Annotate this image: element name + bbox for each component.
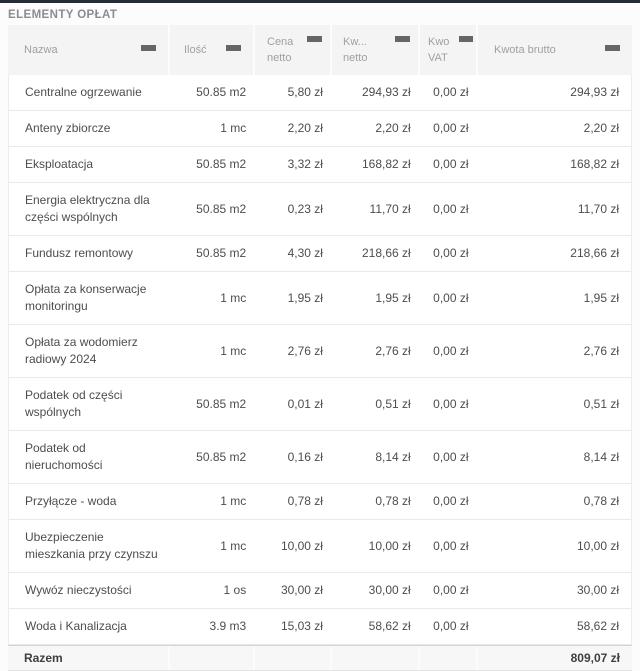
cell-kwota-vat: 0,00 zł [433,538,469,553]
cell-cena-netto: 3,32 zł [287,157,323,171]
footer-total-value: 809,07 zł [478,646,632,670]
cell-cena-netto: 0,16 zł [287,449,323,464]
cell-ilosc: 1 os [223,583,247,597]
column-menu-icon[interactable] [395,36,410,46]
column-header-nazwa[interactable] [8,25,170,75]
cell-cena-netto: 1,95 zł [287,290,323,305]
cell-ilosc: 1 mc [220,538,247,553]
cell-cena-netto: 4,30 zł [287,246,323,260]
footer-total-label: Razem [8,646,170,670]
cell-nazwa: Ubezpieczenie mieszkania przy czynszu [25,530,158,561]
cell-kwota-brutto: 30,00 zł [576,583,619,597]
cell-kwota-brutto: 294,93 zł [570,85,619,99]
cell-kwota-vat: 0,00 zł [433,290,469,305]
footer-empty-cell [420,646,478,670]
cell-ilosc: 3.9 m3 [209,619,247,633]
cell-kwota-netto: 294,93 zł [361,85,411,99]
column-menu-icon[interactable] [459,36,473,46]
column-label-ilosc: Ilość [184,44,207,56]
cell-ilosc: 1 mc [220,343,247,358]
cell-cena-netto: 0,23 zł [287,201,323,216]
cell-kwota-vat: 0,00 zł [433,157,469,171]
cell-ilosc: 50.85 m2 [196,449,247,464]
cell-nazwa: Woda i Kanalizacja [25,619,127,633]
column-menu-icon[interactable] [226,45,241,55]
section-title: ELEMENTY OPŁAT [8,9,118,21]
cell-kwota-netto: 11,70 zł [369,201,411,216]
cell-nazwa: Anteny zbiorcze [25,121,111,135]
column-label-kwota-netto: Kw... [343,36,367,48]
table-row [9,431,631,484]
column-label-kwota-brutto: Kwota brutto [494,44,556,56]
cell-kwota-brutto: 11,70 zł [577,201,619,216]
table-row [9,75,631,111]
cell-kwota-vat: 0,00 zł [433,449,469,464]
cell-kwota-vat: 0,00 zł [433,583,469,597]
cell-ilosc: 50.85 m2 [196,157,247,171]
cell-ilosc: 50.85 m2 [196,85,247,99]
cell-kwota-vat: 0,00 zł [433,396,469,411]
cell-kwota-vat: 0,00 zł [433,246,469,260]
column-menu-icon[interactable] [141,45,156,55]
cell-kwota-netto: 58,62 zł [368,619,411,633]
table-row [9,147,631,183]
cell-kwota-vat: 0,00 zł [433,619,469,633]
table-row [9,573,631,609]
cell-kwota-brutto: 218,66 zł [570,246,619,260]
column-header-kwota-vat[interactable] [420,25,478,75]
cell-cena-netto: 30,00 zł [280,583,323,597]
column-header-cena-netto[interactable] [255,25,332,75]
cell-kwota-netto: 168,82 zł [361,157,411,171]
cell-kwota-vat: 0,00 zł [433,121,469,135]
column-label-cena-netto: Cena [267,36,294,48]
table-row [9,520,631,573]
cell-nazwa: Eksploatacja [25,157,94,171]
column-label-nazwa: Nazwa [24,44,58,56]
cell-nazwa: Wywóz nieczystości [25,583,132,597]
table-footer-row [8,645,632,671]
table-row [9,111,631,147]
cell-cena-netto: 10,00 zł [280,538,323,553]
table-header-row [8,25,632,75]
cell-ilosc: 50.85 m2 [196,396,247,411]
cell-cena-netto: 2,20 zł [287,121,323,135]
column-label-kwota-vat: Kwo [428,36,450,48]
footer-empty-cell [170,646,255,670]
cell-cena-netto: 0,01 zł [287,396,323,411]
cell-ilosc: 1 mc [220,290,247,305]
cell-ilosc: 1 mc [220,121,247,135]
cell-cena-netto: 0,78 zł [287,494,323,508]
cell-ilosc: 1 mc [220,494,247,508]
cell-kwota-netto: 10,00 zł [368,538,411,553]
table-row [9,325,631,378]
cell-nazwa: Fundusz remontowy [25,246,134,260]
cell-cena-netto: 5,80 zł [287,85,323,99]
column-menu-icon[interactable] [307,36,322,46]
table-row [9,183,631,236]
table-row [9,609,631,645]
column-label-kwota-netto-line2: netto [343,52,368,64]
cell-kwota-brutto: 0,51 zł [583,396,619,411]
cell-kwota-brutto: 10,00 zł [576,538,619,553]
cell-kwota-vat: 0,00 zł [433,494,469,508]
cell-kwota-brutto: 2,20 zł [583,121,619,135]
column-label-kwota-vat-line2: VAT [428,52,448,64]
cell-kwota-netto: 2,20 zł [375,121,411,135]
column-menu-icon[interactable] [605,45,620,55]
column-header-kwota-netto[interactable] [332,25,420,75]
footer-empty-cell [332,646,420,670]
cell-nazwa: Centralne ogrzewanie [25,85,142,99]
column-label-cena-netto-line2: netto [267,52,292,64]
cell-nazwa: Podatek od nieruchomości [25,441,103,472]
cell-nazwa: Przyłącze - woda [25,494,117,508]
cell-nazwa: Opłata za wodomierz radiowy 2024 [25,335,138,366]
table-row [9,378,631,431]
cell-nazwa: Podatek od części wspólnych [25,388,123,419]
table-row [9,272,631,325]
cell-kwota-brutto: 58,62 zł [576,619,619,633]
cell-kwota-brutto: 2,76 zł [583,343,619,358]
cell-nazwa: Energia elektryczna dla części wspólnych [25,193,150,224]
cell-kwota-netto: 2,76 zł [375,343,411,358]
cell-kwota-brutto: 8,14 zł [583,449,619,464]
table-row [9,236,631,272]
cell-cena-netto: 15,03 zł [280,619,323,633]
cell-kwota-brutto: 168,82 zł [570,157,619,171]
cell-kwota-vat: 0,00 zł [433,85,469,99]
cell-kwota-netto: 0,78 zł [375,494,411,508]
fee-elements-table [8,25,632,671]
table-row [9,484,631,520]
cell-kwota-netto: 218,66 zł [361,246,411,260]
cell-ilosc: 50.85 m2 [196,201,247,216]
footer-empty-cell [255,646,332,670]
cell-kwota-vat: 0,00 zł [433,201,469,216]
cell-kwota-netto: 30,00 zł [368,583,411,597]
column-header-ilosc[interactable] [170,25,255,75]
cell-kwota-brutto: 0,78 zł [583,494,619,508]
cell-kwota-brutto: 1,95 zł [583,290,619,305]
cell-kwota-netto: 1,95 zł [375,290,411,305]
table-body [8,75,632,645]
cell-kwota-netto: 8,14 zł [375,449,411,464]
cell-kwota-netto: 0,51 zł [375,396,411,411]
column-header-kwota-brutto[interactable] [478,25,632,75]
cell-ilosc: 50.85 m2 [196,246,247,260]
cell-kwota-vat: 0,00 zł [433,343,469,358]
cell-cena-netto: 2,76 zł [287,343,323,358]
cell-nazwa: Opłata za konserwacje monitoringu [25,282,147,313]
